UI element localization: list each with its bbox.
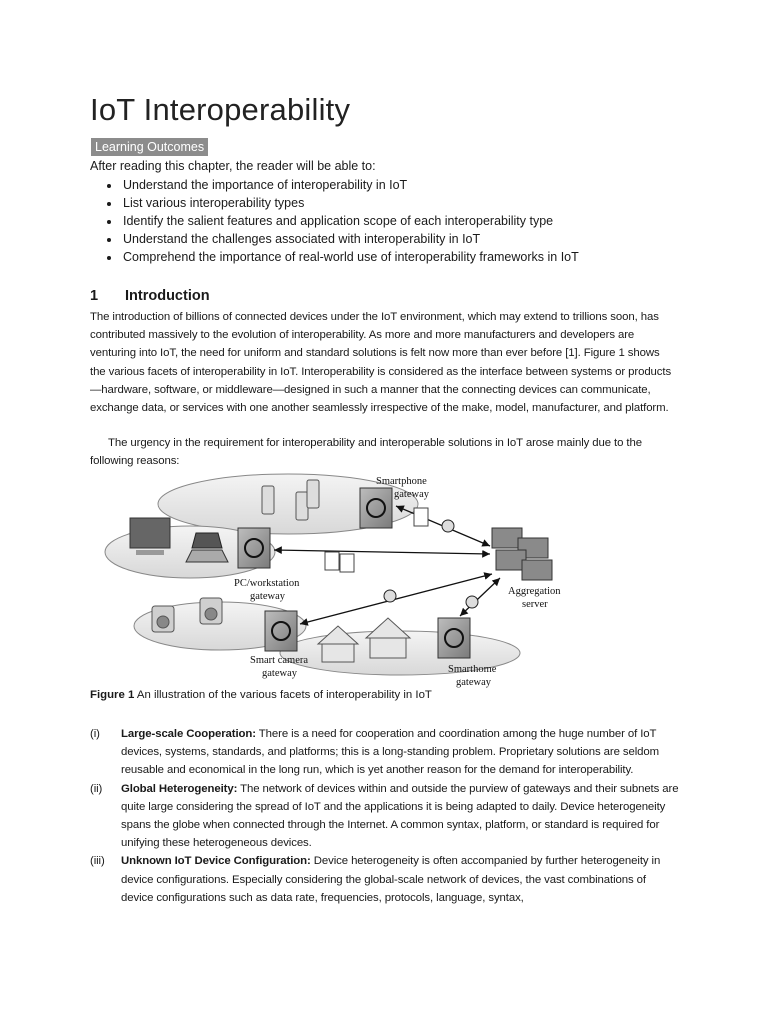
section-heading	[90, 288, 210, 304]
figure-label: gateway	[394, 489, 429, 500]
list-numeral: (ii)	[90, 782, 103, 795]
outcomes-intro: After reading this chapter, the reader will be able to:	[90, 159, 376, 173]
paragraph: The introduction of billions of connected devices under the IoT environment, which may extend to trillions soon, has contributed massively to the evolution of interoperability. As more and more manufacturers and developers are venturing into IoT, the need for uniform and standard solutions is felt now more than ever before [1]. Figure 1 shows the various facets of interoperability in IoT. Interoperability is considered as the interface between systems or products—hardware, software, or middleware—designed in such a manner that the connecting devices can communicate, exchange data, or services with one another seamlessly irrespective of the make, model, manufacturer, and platform.	[90, 311, 672, 415]
figure-label: Aggregation	[508, 586, 561, 597]
reason-heading: Large-scale Cooperation:	[121, 728, 256, 740]
list-item: • Understand the challenges associated with interoperability in IoT	[121, 230, 579, 248]
document-title: IoT Interoperability	[90, 92, 351, 127]
camera-gateway-icon	[265, 611, 297, 651]
figure-label: gateway	[250, 591, 285, 602]
reasons-list	[90, 725, 680, 907]
list-item	[90, 780, 680, 853]
figure-label: server	[522, 599, 548, 610]
interoperability-figure	[100, 466, 600, 691]
figure-label: Smartphone	[376, 476, 427, 487]
list-item: • List various interoperability types	[121, 194, 579, 212]
signal-icon	[384, 520, 478, 608]
section-title: Introduction	[125, 288, 210, 304]
list-item: • Comprehend the importance of real-world use of interoperability frameworks in IoT	[121, 248, 579, 266]
aggregation-server-icon	[492, 528, 552, 580]
list-item	[90, 852, 680, 907]
list-numeral: (iii)	[90, 855, 105, 868]
list-item	[90, 725, 680, 780]
reason-text: The network of devices within and outside the purview of gateways and their subnets are quite large considering the spread of IoT and the applications it is being adapted to daily. Device heterogeneity spans the globe when connected through the Internet. A common syntax, platform, or standard is required for unifying these heterogeneous devices.	[121, 782, 679, 850]
smartphone-gateway-icon	[360, 488, 392, 528]
list-numeral: (i)	[90, 728, 100, 740]
caption-text: An illustration of the various facets of interoperability in IoT	[134, 689, 432, 701]
section-number: 1	[90, 288, 99, 304]
smarthome-gateway-icon	[438, 618, 470, 658]
reason-text: Device heterogeneity is often accompanied by further heterogeneity in device configurations. Especially considering the global-scale network of devices, the vast combinations of device configurations such as data rate, frequencies, protocols, language, syntax,	[121, 855, 661, 904]
reason-heading: Global Heterogeneity:	[121, 782, 238, 795]
list-item: • Understand the importance of interoperability in IoT	[121, 176, 579, 194]
figure-caption	[90, 689, 432, 701]
caption-label: Figure 1	[90, 689, 135, 701]
figure-label: Smarthome	[448, 664, 497, 675]
reason-heading: Unknown IoT Device Configuration:	[121, 855, 311, 868]
reason-text: There is a need for cooperation and coordination among the huge number of IoT devices, systems, standards, and platforms; this is a long-standing problem. Proprietary solutions are seldom reusable and economical in the long run, which is yet another reason for the demand for interoperability.	[121, 728, 660, 777]
list-item: • Identify the salient features and application scope of each interoperability type	[121, 212, 579, 230]
pc-gateway-icon	[238, 528, 270, 568]
learning-outcomes-list	[104, 176, 579, 266]
learning-outcomes-label: Learning Outcomes	[91, 138, 208, 156]
figure-label: PC/workstation	[234, 578, 300, 589]
figure-label: gateway	[262, 668, 297, 679]
figure-label: Smart camera	[250, 655, 309, 666]
paragraph: The urgency in the requirement for interoperability and interoperable solutions in IoT arose mainly due to the following reasons:	[90, 437, 642, 468]
figure-label: gateway	[456, 677, 491, 688]
